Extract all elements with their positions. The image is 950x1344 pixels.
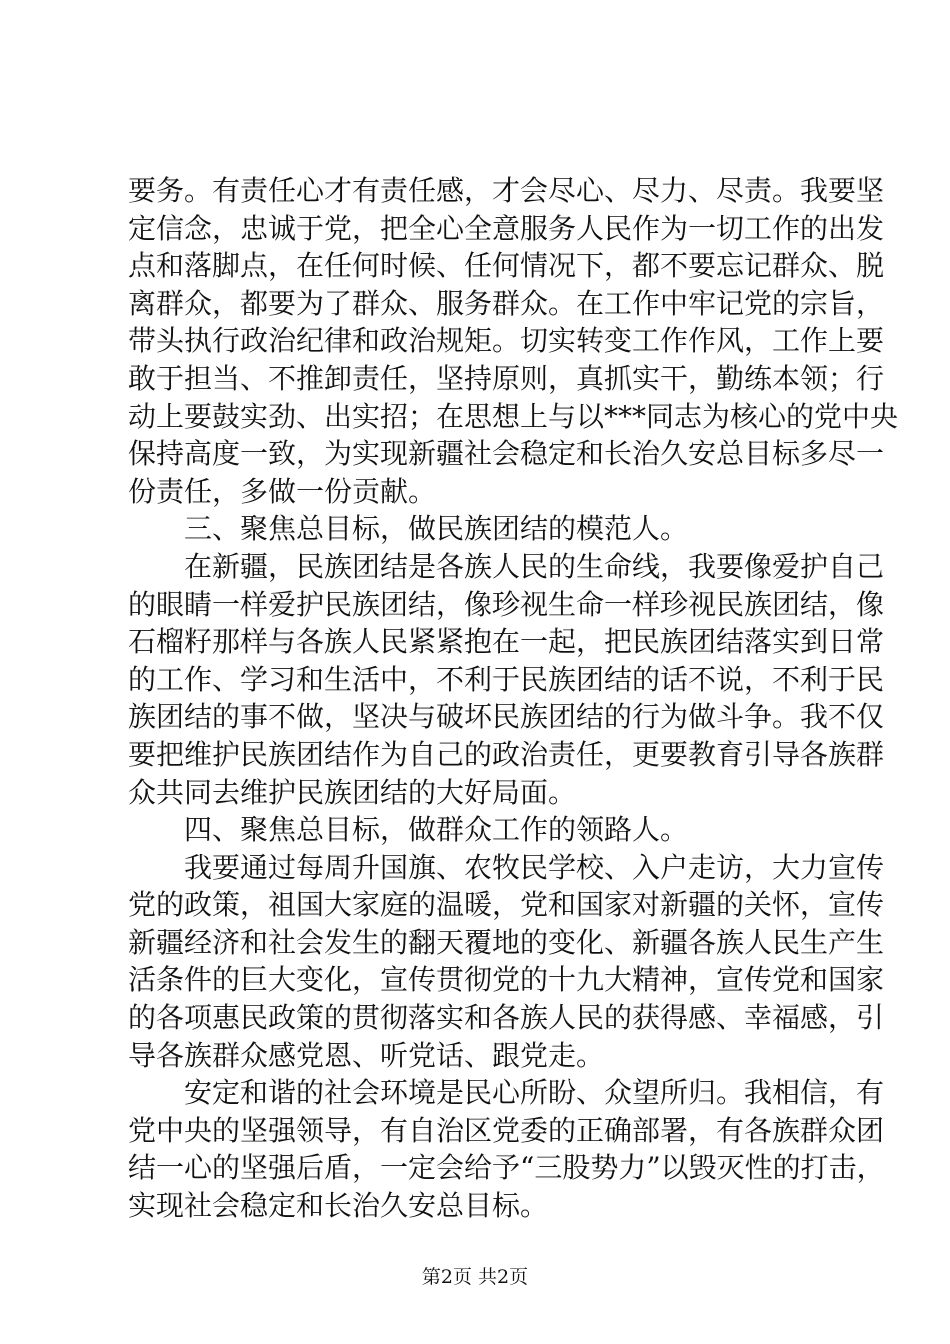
paragraph-line: 结一心的坚强后盾，一定会给予“三股势力”以毁灭性的打击， [128,1151,885,1185]
paragraph-line: 安定和谐的社会环境是民心所盼、众望所归。我相信，有 [184,1076,885,1110]
paragraph-line: 要把维护民族团结作为自己的政治责任，更要教育引导各族群 [128,737,885,771]
paragraph-line: 敢于担当、不推卸责任，坚持原则，真抓实干，勤练本领；行 [128,361,885,395]
section-heading: 四、聚焦总目标，做群众工作的领路人。 [184,813,689,847]
paragraph-line: 活条件的巨大变化，宣传贯彻党的十九大精神，宣传党和国家 [128,963,885,997]
document-body [128,172,899,1225]
paragraph-line: 新疆经济和社会发生的翻天覆地的变化、新疆各族人民生产生 [128,925,885,959]
paragraph-line: 党的政策，祖国大家庭的温暖，党和国家对新疆的关怀，宣传 [128,888,885,922]
paragraph-line: 的眼睛一样爱护民族团结，像珍视生命一样珍视民族团结，像 [128,587,885,621]
paragraph-line: 实现社会稳定和长治久安总目标。 [128,1189,549,1223]
paragraph-line: 党中央的坚强领导，有自治区党委的正确部署，有各族群众团 [128,1113,885,1147]
paragraph-line: 的各项惠民政策的贯彻落实和各族人民的获得感、幸福感，引 [128,1001,885,1035]
paragraph-line: 我要通过每周升国旗、农牧民学校、入户走访，大力宣传 [184,850,885,884]
paragraph-line: 众共同去维护民族团结的大好局面。 [128,775,577,809]
paragraph-line: 离群众，都要为了群众、服务群众。在工作中牢记党的宗旨， [128,286,885,320]
paragraph-line: 点和落脚点，在任何时候、任何情况下，都不要忘记群众、脱 [128,249,885,283]
paragraph-line: 定信念，忠诚于党，把全心全意服务人民作为一切工作的出发 [128,211,885,245]
paragraph-line: 份责任，多做一份贡献。 [128,474,437,508]
paragraph-line: 保持高度一致，为实现新疆社会稳定和长治久安总目标多尽一 [128,437,885,471]
paragraph-line: 要务。有责任心才有责任感，才会尽心、尽力、尽责。我要坚 [128,174,885,207]
paragraph-line: 的工作、学习和生活中，不利于民族团结的话不说，不利于民 [128,662,885,696]
paragraph-line: 族团结的事不做，坚决与破坏民族团结的行为做斗争。我不仅 [128,700,885,734]
paragraph-line: 带头执行政治纪律和政治规矩。切实转变工作作风，工作上要 [128,324,885,358]
paragraph-line: 石榴籽那样与各族人民紧紧抱在一起，把民族团结落实到日常 [128,625,885,659]
paragraph-line: 动上要鼓实劲、出实招；在思想上与以***同志为核心的党中央 [128,399,899,433]
paragraph-line: 在新疆，民族团结是各族人民的生命线，我要像爱护自己 [184,549,885,583]
paragraph-line: 导各族群众感党恩、听党话、跟党走。 [128,1038,605,1072]
section-heading: 三、聚焦总目标，做民族团结的模范人。 [184,512,689,546]
page-number-footer: 第2页 共2页 [421,1266,529,1288]
